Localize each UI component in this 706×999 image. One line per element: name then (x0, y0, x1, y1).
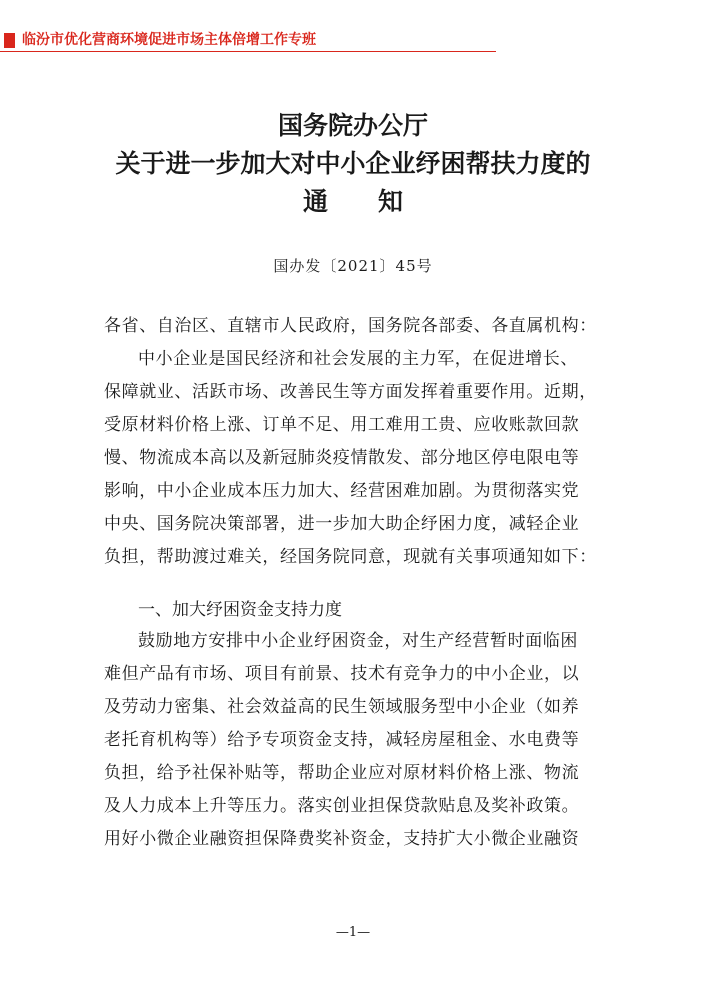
header-divider (0, 51, 496, 52)
page-number: —1— (335, 925, 371, 940)
title-word-tong: 通 (302, 187, 328, 216)
section-1-paragraph (104, 625, 614, 856)
document-header (0, 30, 500, 52)
paragraph-line: 难但产品有市场、项目有前景、技术有竞争力的中小企业，以 (104, 664, 580, 684)
paragraph-line: 中小企业是国民经济和社会发展的主力军，在促进增长、 (138, 349, 578, 369)
section-1-heading: 一、加大纾困资金支持力度 (138, 600, 342, 620)
paragraph-line: 保障就业、活跃市场、改善民生等方面发挥着重要作用。近期， (104, 382, 597, 402)
paragraph-line: 负担，帮助渡过难关，经国务院同意，现就有关事项通知如下： (104, 547, 597, 567)
paragraph-line: 老托育机构等）给予专项资金支持，减轻房屋租金、水电费等 (104, 730, 580, 750)
paragraph-line: 用好小微企业融资担保降费奖补资金，支持扩大小微企业融资 (104, 829, 580, 849)
header-red-marker (4, 33, 15, 48)
header-org-name: 临汾市优化营商环境促进市场主体倍增工作专班 (22, 32, 316, 48)
paragraph-line: 及劳动力密集、社会效益高的民生领域服务型中小企业（如养 (104, 697, 580, 717)
paragraph-line: 受原材料价格上涨、订单不足、用工难用工贵、应收账款回款 (104, 415, 580, 435)
paragraph-line: 鼓励地方安排中小企业纾困资金，对生产经营暂时面临困 (138, 631, 578, 651)
paragraph-line: 及人力成本上升等压力。落实创业担保贷款贴息及奖补政策。 (104, 796, 580, 816)
addressee: 各省、自治区、直辖市人民政府，国务院各部委、各直属机构： (104, 316, 597, 336)
document-number: 国办发〔2021〕45号 (273, 257, 433, 275)
title-line-3 (0, 184, 706, 220)
title-line-1: 国务院办公厅 (277, 111, 428, 140)
intro-paragraph (104, 343, 614, 574)
paragraph-line: 慢、物流成本高以及新冠肺炎疫情散发、部分地区停电限电等 (104, 448, 580, 468)
paragraph-line: 负担，给予社保补贴等，帮助企业应对原材料价格上涨、物流 (104, 763, 580, 783)
paragraph-line: 影响，中小企业成本压力加大、经营困难加剧。为贯彻落实党 (104, 481, 580, 501)
title-line-2: 关于进一步加大对中小企业纾困帮扶力度的 (115, 149, 591, 178)
paragraph-line: 中央、国务院决策部署，进一步加大助企纾困力度，减轻企业 (104, 514, 580, 534)
title-word-zhi: 知 (378, 187, 404, 216)
